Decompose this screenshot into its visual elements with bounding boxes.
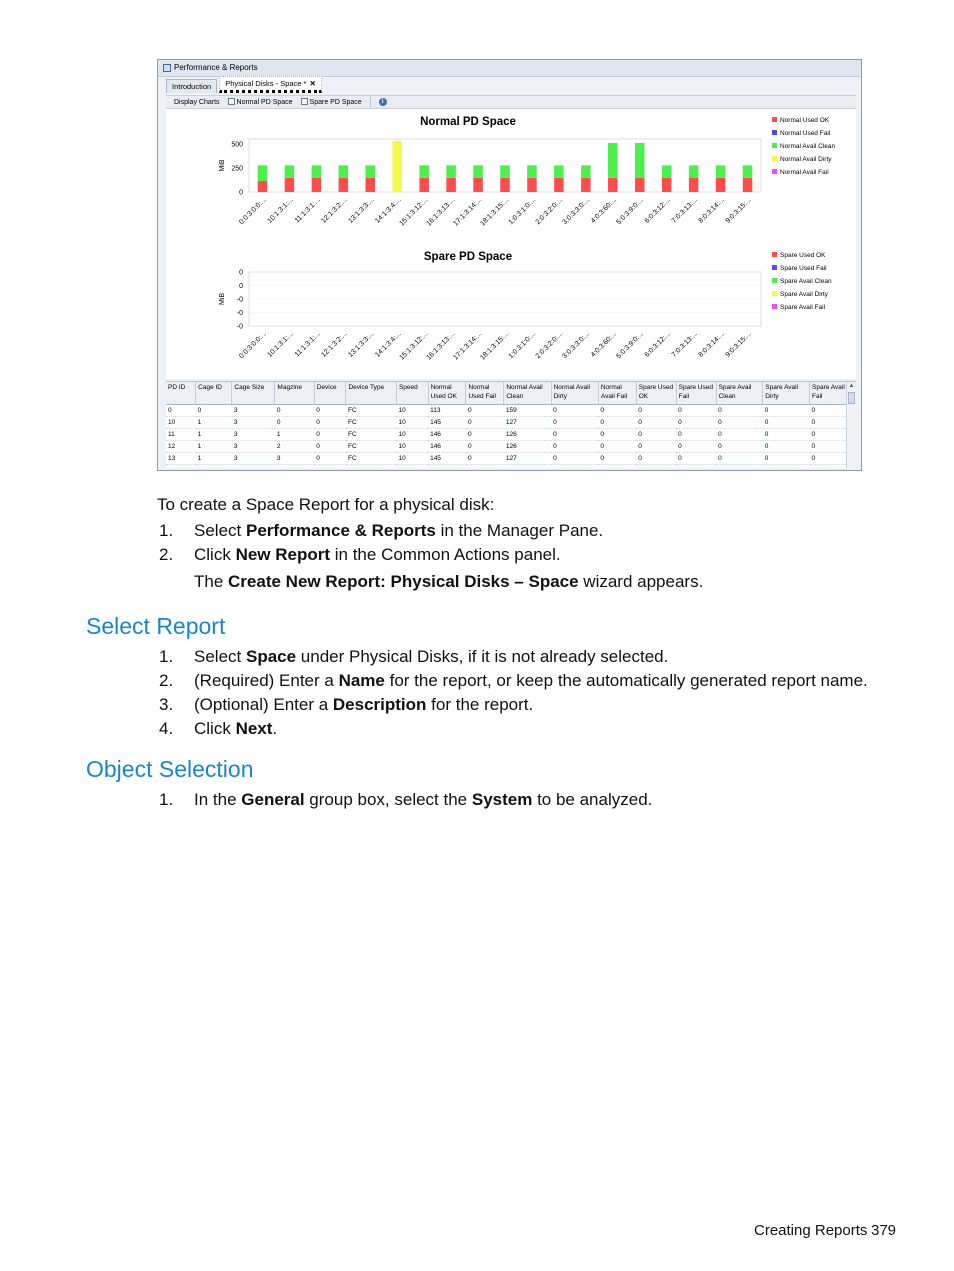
table-cell: 0 (810, 441, 856, 453)
step-number: 1. (159, 647, 174, 666)
text-run: to be analyzed. (532, 790, 653, 809)
x-tick-label: 5:0:3:9:0:... (615, 330, 646, 361)
x-tick-label: 4:0:3:60:... (589, 330, 619, 359)
scroll-thumb[interactable] (848, 392, 855, 404)
app-icon (163, 64, 171, 72)
table-cell: 145 (428, 453, 466, 465)
table-cell: 0 (196, 405, 232, 417)
bar (500, 165, 510, 177)
table-cell: 3 (232, 441, 275, 453)
table-cell: 146 (428, 429, 466, 441)
text-run: under Physical Disks, if it is not already selected. (296, 647, 669, 666)
x-tick-label: 18:1:3:15:... (479, 330, 511, 362)
y-tick-label: -0 (236, 323, 243, 331)
x-tick-label: 6:0:3:12:... (643, 196, 673, 225)
legend-label: Spare Used OK (780, 252, 826, 259)
legend-swatch (772, 130, 777, 135)
legend-label: Normal Avail Clean (780, 143, 836, 150)
table-cell: 0 (716, 405, 763, 417)
checkbox-icon[interactable] (228, 98, 235, 105)
embedded-screenshot (157, 59, 862, 471)
table-cell: 0 (763, 417, 810, 429)
step-text (194, 693, 533, 717)
step-note (194, 570, 703, 594)
column-header[interactable]: Speed (396, 382, 428, 405)
bold-term: Create New Report: Physical Disks – Space (228, 572, 579, 591)
bar (743, 178, 753, 192)
intro-text: To create a Space Report for a physical disk: (157, 495, 495, 514)
normal-pd-space-toggle[interactable] (228, 98, 293, 106)
table-cell: 0 (676, 429, 716, 441)
legend-swatch (772, 304, 777, 309)
table-cell: FC (346, 453, 396, 465)
x-tick-label: 4:0:3:60:... (589, 196, 619, 225)
table-cell: 3 (232, 405, 275, 417)
x-tick-label: 18:1:3:15:... (479, 196, 511, 228)
column-header[interactable]: Spare Used OK (636, 382, 676, 405)
toggle-label: Spare PD Space (309, 99, 362, 106)
step-text (194, 669, 868, 693)
close-icon[interactable]: ✕ (309, 79, 316, 88)
x-tick-label: 12:1:3:2:... (320, 196, 349, 225)
display-charts-label: Display Charts (174, 98, 220, 106)
x-tick-label: 9:0:3:15:... (724, 330, 753, 359)
table-cell: 0 (716, 453, 763, 465)
table-cell: 0 (676, 405, 716, 417)
column-header[interactable]: Device Type (346, 382, 396, 405)
table-cell: 127 (504, 453, 551, 465)
table-cell: 1 (196, 453, 232, 465)
step-number: 1. (159, 790, 174, 809)
table-cell: FC (346, 441, 396, 453)
table-cell: 0 (275, 405, 314, 417)
data-table (166, 381, 856, 468)
text-run: The (194, 572, 229, 591)
step-text (194, 519, 603, 543)
bar (689, 165, 699, 177)
bar (392, 141, 402, 192)
table-cell: 1 (275, 429, 314, 441)
table-cell: 0 (598, 405, 636, 417)
x-tick-label: 2:0:3:2:0:... (534, 196, 565, 227)
bar (554, 178, 564, 192)
table-cell: 159 (504, 405, 551, 417)
bar (419, 165, 429, 177)
y-tick-label: 0 (239, 189, 243, 197)
table-cell: 146 (428, 441, 466, 453)
legend-label: Normal Avail Dirty (780, 156, 832, 163)
table-cell: 0 (551, 441, 598, 453)
table-cell: 0 (551, 417, 598, 429)
bar (366, 165, 376, 177)
table-cell: 3 (232, 417, 275, 429)
legend-swatch (772, 117, 777, 122)
bold-term: System (471, 790, 533, 809)
table-cell: FC (346, 429, 396, 441)
table-cell: 0 (314, 453, 346, 465)
table-cell: 127 (504, 417, 551, 429)
x-tick-label: 0:0:3:0:0:... (238, 330, 268, 361)
toolbar-divider (370, 97, 371, 107)
table-cell: 145 (428, 417, 466, 429)
bar (635, 143, 645, 178)
table-cell: 10 (396, 405, 428, 417)
table-cell: 0 (636, 405, 676, 417)
y-tick-label: -0 (236, 296, 243, 304)
x-tick-label: 15:1:3:12:... (398, 330, 430, 362)
tab-strip (158, 77, 861, 93)
table-cell: 3 (232, 429, 275, 441)
column-header[interactable]: Normal Avail Fail (598, 382, 636, 405)
bar (608, 178, 618, 192)
table-cell: 0 (636, 453, 676, 465)
window-title: Performance & Reports (174, 63, 258, 72)
step-text (194, 645, 668, 669)
heading-object-selection: Object Selection (86, 756, 254, 782)
column-header[interactable]: Magzine (275, 382, 314, 405)
text-run: Select (194, 521, 246, 540)
column-header[interactable]: Device (314, 382, 346, 405)
column-header[interactable]: Normal Used OK (428, 382, 466, 405)
table-cell: 0 (314, 429, 346, 441)
bar (608, 143, 618, 178)
x-tick-label: 1:0:3:1:0:... (507, 196, 538, 227)
x-tick-label: 7:0:3:13:... (670, 196, 700, 225)
x-tick-label: 12:1:3:2:... (320, 330, 349, 359)
bar (473, 178, 483, 192)
table-cell: 0 (275, 417, 314, 429)
legend-label: Spare Avail Fail (780, 304, 826, 311)
legend-label: Normal Used OK (780, 117, 830, 124)
x-tick-label: 8:0:3:14:... (697, 196, 726, 225)
legend-swatch (772, 156, 777, 161)
x-tick-label: 15:1:3:12:... (398, 196, 430, 228)
x-tick-label: 10:1:3:1:... (266, 196, 295, 225)
toggle-label: Normal PD Space (236, 99, 293, 106)
table-cell: 0 (810, 405, 856, 417)
bar (312, 165, 322, 177)
table-body (166, 405, 856, 465)
table-cell: 0 (466, 453, 504, 465)
x-tick-label: 14:1:3:4:... (374, 330, 403, 359)
x-tick-label: 3:0:3:3:0:... (561, 330, 592, 361)
bar (312, 178, 322, 192)
table-cell: 0 (598, 429, 636, 441)
table-cell: 0 (676, 441, 716, 453)
y-tick-label: 500 (231, 141, 243, 149)
legend-swatch (772, 291, 777, 296)
table-cell: 0 (598, 453, 636, 465)
table-cell: 126 (504, 441, 551, 453)
bar (339, 165, 349, 177)
table-cell: 1 (196, 429, 232, 441)
table-cell: 0 (598, 441, 636, 453)
table-cell: 11 (166, 429, 196, 441)
table-cell: 0 (763, 405, 810, 417)
x-tick-label: 13:1:3:3:... (347, 196, 376, 225)
bar (419, 178, 429, 192)
table-cell: 0 (636, 429, 676, 441)
table (166, 382, 856, 465)
table-cell: 0 (676, 453, 716, 465)
table-cell: 10 (166, 417, 196, 429)
table-cell: 1 (196, 417, 232, 429)
bar (258, 181, 268, 192)
column-header[interactable]: Cage Size (232, 382, 275, 405)
table-cell: 0 (763, 453, 810, 465)
y-tick-label: -0 (236, 310, 243, 317)
step-number: 1. (159, 521, 174, 540)
bar (500, 178, 510, 192)
bar (716, 165, 726, 177)
bar (527, 178, 537, 192)
step-number: 2. (159, 671, 174, 690)
legend-label: Spare Used Fail (780, 265, 827, 272)
text-run: wizard appears. (578, 572, 704, 591)
bold-term: Performance & Reports (245, 521, 436, 540)
table-cell: 12 (166, 441, 196, 453)
checkbox-icon[interactable] (301, 98, 308, 105)
chart-toolbar (166, 95, 856, 109)
y-axis-label: MiB (219, 159, 226, 172)
bar (339, 178, 349, 192)
bar (366, 178, 376, 192)
bar (258, 165, 268, 181)
legend-swatch (772, 169, 777, 174)
table-cell: 0 (551, 405, 598, 417)
bar (581, 178, 591, 192)
tab-label: Introduction (172, 82, 212, 91)
text-run: in the Common Actions panel. (330, 545, 561, 564)
table-cell: 10 (396, 429, 428, 441)
table-cell: 0 (716, 417, 763, 429)
y-axis-label: MiB (219, 292, 226, 306)
tab-label: Physical Disks - Space * (225, 79, 307, 88)
text-run: Click (194, 719, 236, 738)
table-cell: 0 (810, 453, 856, 465)
table-row[interactable] (166, 405, 856, 417)
legend-swatch (772, 278, 777, 283)
bar (581, 165, 591, 177)
x-tick-label: 7:0:3:13:... (670, 330, 700, 359)
bold-term: Name (338, 671, 385, 690)
table-cell: 0 (551, 453, 598, 465)
charts-area (166, 109, 856, 379)
table-cell: 0 (763, 429, 810, 441)
x-tick-label: 1:0:3:1:0:... (507, 330, 538, 361)
column-header[interactable]: Spare Used Fail (676, 382, 716, 405)
text-run: for the report, or keep the automatically generated report name. (384, 671, 868, 690)
table-row[interactable] (166, 417, 856, 429)
table-cell: 0 (314, 441, 346, 453)
text-run: for the report. (426, 695, 534, 714)
column-header[interactable]: Normal Avail Clean (504, 382, 551, 405)
footer-section: Creating Reports (754, 1222, 868, 1239)
table-cell: FC (346, 417, 396, 429)
table-cell: 113 (428, 405, 466, 417)
table-cell: 10 (396, 453, 428, 465)
x-tick-label: 0:0:3:0:0:... (238, 196, 268, 227)
table-cell: 0 (636, 417, 676, 429)
text-run: (Optional) Enter a (194, 695, 333, 714)
column-header[interactable]: PD ID (166, 382, 196, 405)
bold-term: Description (332, 695, 427, 714)
x-tick-label: 11:1:3:1:... (293, 330, 322, 359)
legend-label: Spare Avail Clean (780, 278, 832, 285)
info-icon[interactable]: i (379, 98, 387, 106)
legend-label: Spare Avail Dirty (780, 291, 828, 298)
bar (743, 165, 753, 177)
x-tick-label: 10:1:3:1:... (266, 330, 295, 359)
table-cell: FC (346, 405, 396, 417)
step-text (194, 788, 652, 812)
table-cell: 0 (466, 405, 504, 417)
heading-select-report: Select Report (86, 613, 226, 639)
table-header-row (166, 382, 856, 405)
table-cell: 2 (275, 441, 314, 453)
x-tick-label: 13:1:3:3:... (347, 330, 376, 359)
bold-term: General (241, 790, 305, 809)
table-cell: 0 (314, 417, 346, 429)
step-text (194, 543, 561, 567)
x-tick-label: 17:1:3:14:... (452, 196, 484, 228)
bar (446, 165, 456, 177)
x-tick-label: 17:1:3:14:... (452, 330, 484, 362)
charts-svg (166, 109, 856, 379)
x-tick-label: 3:0:3:3:0:... (561, 196, 592, 227)
column-header[interactable]: Cage ID (196, 382, 232, 405)
x-tick-label: 5:0:3:9:0:... (615, 196, 646, 227)
table-cell: 0 (466, 417, 504, 429)
column-header[interactable]: Normal Used Fail (466, 382, 504, 405)
y-tick-label: 250 (231, 165, 243, 173)
text-run: in the Manager Pane. (435, 521, 604, 540)
table-row[interactable] (166, 441, 856, 453)
table-cell: 3 (275, 453, 314, 465)
table-cell: 3 (232, 453, 275, 465)
x-tick-label: 16:1:3:13:... (425, 196, 457, 228)
vertical-scrollbar[interactable] (846, 382, 856, 468)
table-cell: 0 (636, 441, 676, 453)
scroll-up-icon[interactable]: ▲ (848, 383, 855, 389)
x-tick-label: 14:1:3:4:... (374, 196, 403, 225)
step-text (194, 717, 277, 741)
table-cell: 0 (466, 441, 504, 453)
normal-chart-title: Normal PD Space (420, 116, 516, 128)
text-run: In the (194, 790, 242, 809)
bar (662, 165, 672, 177)
table-row[interactable] (166, 453, 856, 465)
table-cell: 0 (166, 405, 196, 417)
table-cell: 0 (716, 441, 763, 453)
column-header[interactable]: Spare Avail Dirty (763, 382, 810, 405)
bold-term: New Report (235, 545, 331, 564)
step-number: 4. (159, 719, 174, 738)
table-cell: 0 (314, 405, 346, 417)
table-cell: 10 (396, 441, 428, 453)
legend-label: Normal Avail Fail (780, 169, 829, 176)
spare-pd-space-toggle[interactable] (301, 98, 362, 106)
bar (473, 165, 483, 177)
text-run: . (272, 719, 278, 738)
bold-term: Space (245, 647, 297, 666)
text-run: Click (194, 545, 236, 564)
bar (527, 165, 537, 177)
legend-swatch (772, 265, 777, 270)
table-cell: 0 (716, 429, 763, 441)
table-cell: 126 (504, 429, 551, 441)
bar (554, 165, 564, 177)
window-titlebar (158, 60, 861, 77)
bar (446, 178, 456, 192)
x-tick-label: 11:1:3:1:... (293, 196, 322, 225)
bar (689, 178, 699, 192)
text-run: Select (194, 647, 246, 666)
x-tick-label: 8:0:3:14:... (697, 330, 726, 359)
table-cell: 10 (396, 417, 428, 429)
spare-chart-title: Spare PD Space (423, 251, 513, 263)
bar (285, 178, 295, 192)
x-tick-label: 6:0:3:12:... (643, 330, 673, 359)
text-run: (Required) Enter a (194, 671, 339, 690)
table-cell: 0 (810, 417, 856, 429)
text-run: group box, select the (304, 790, 472, 809)
y-tick-label: 0 (239, 269, 243, 277)
table-cell: 1 (196, 441, 232, 453)
tab-introduction[interactable] (166, 79, 217, 93)
bar (285, 165, 295, 177)
step-number: 2. (159, 545, 174, 564)
legend-swatch (772, 252, 777, 257)
column-header[interactable]: Normal Avail Dirty (551, 382, 598, 405)
table-cell: 0 (763, 441, 810, 453)
table-cell: 0 (676, 417, 716, 429)
table-cell: 0 (466, 429, 504, 441)
step-number: 3. (159, 695, 174, 714)
legend-label: Normal Used Fail (780, 130, 831, 137)
table-cell: 0 (810, 429, 856, 441)
x-tick-label: 16:1:3:13:... (425, 330, 457, 362)
bar (716, 178, 726, 192)
x-tick-label: 2:0:3:2:0:... (534, 330, 565, 361)
tab-physical-disks-space[interactable] (219, 76, 322, 93)
bold-term: Next (235, 719, 273, 738)
table-row[interactable] (166, 429, 856, 441)
footer-page-number: 379 (871, 1222, 897, 1239)
table-cell: 0 (551, 429, 598, 441)
table-cell: 13 (166, 453, 196, 465)
column-header[interactable]: Spare Avail Clean (716, 382, 763, 405)
bar (662, 178, 672, 192)
legend-swatch (772, 143, 777, 148)
bar (635, 178, 645, 192)
x-tick-label: 9:0:3:15:... (724, 196, 753, 225)
column-header[interactable]: Spare Avail Fail (810, 382, 856, 405)
y-tick-label: 0 (239, 283, 243, 290)
table-cell: 0 (598, 417, 636, 429)
